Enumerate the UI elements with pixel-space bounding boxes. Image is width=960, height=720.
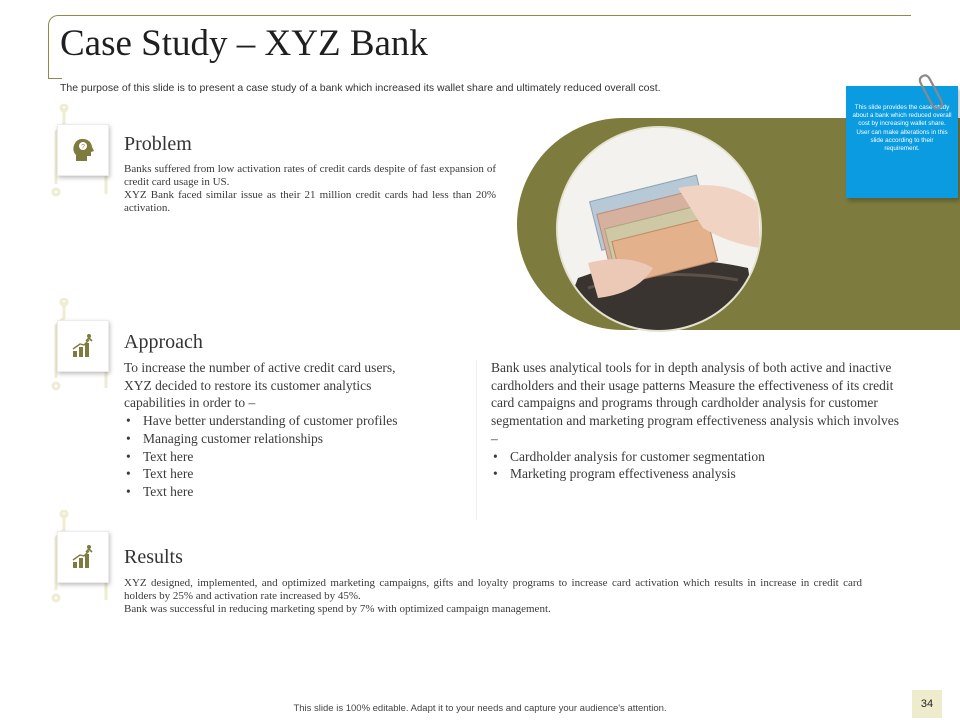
approach-heading: Approach [124, 331, 203, 353]
results-icon-box [57, 531, 109, 583]
growth-chart-icon [70, 333, 96, 359]
list-item: • Cardholder analysis for customer segmentation [491, 448, 906, 466]
results-line-1: XYZ designed, implemented, and optimized marketing campaigns, gifts and loyalty programs to increase card activation which results in increase in credit card holders by 25% and activation rate increased by 45%. [124, 577, 862, 602]
list-item: • Text here [124, 465, 424, 483]
growth-chart-icon [70, 544, 96, 570]
results-heading: Results [124, 546, 183, 568]
approach-left-list [124, 412, 424, 501]
approach-right-intro: Bank uses analytical tools for in depth analysis of both active and inactive cardholders and their usage patterns Measure the effectiveness of its credit card campaigns and programs through cardholder analysis for customer segmentation and marketing program effectiveness analysis which involves – [491, 360, 900, 446]
column-divider [476, 360, 477, 520]
problem-line-1: Banks suffered from low activation rates of credit cards despite of fast expansion of credit card usage in US. [124, 163, 496, 188]
problem-icon-box [57, 124, 109, 176]
results-text [124, 577, 862, 616]
slide-subtitle: The purpose of this slide is to present a case study of a bank which increased its wallet share and ultimately reduced overall cost. [60, 82, 661, 94]
approach-right-list [491, 448, 906, 483]
problem-heading: Problem [124, 133, 192, 155]
page-number: 34 [912, 690, 942, 718]
page-title: Case Study – XYZ Bank [60, 23, 428, 64]
problem-text [124, 163, 496, 215]
footer-note: This slide is 100% editable. Adapt it to your needs and capture your audience's attention. [293, 703, 667, 714]
list-item: • Have better understanding of customer profiles [124, 412, 424, 430]
paperclip-icon [918, 72, 944, 112]
money-wallet-photo [556, 126, 762, 332]
results-line-2: Bank was successful in reducing marketing spend by 7% with optimized campaign management. [124, 603, 551, 615]
problem-line-2: XYZ Bank faced similar issue as their 21 million credit cards had less than 20% activation. [124, 189, 496, 214]
sticky-note-text: This slide provides the case study about a bank which reduced overall cost by increasing wallet share. User can make alterations in this slide according to their requirement. [852, 104, 952, 153]
list-item: • Managing customer relationships [124, 430, 424, 448]
approach-right-column [491, 359, 906, 483]
head-question-icon [70, 137, 96, 163]
list-item: • Text here [124, 448, 424, 466]
approach-left-intro: To increase the number of active credit card users, XYZ decided to restore its customer analytics capabilities in order to – [124, 360, 396, 411]
approach-icon-box [57, 320, 109, 372]
approach-left-column [124, 359, 424, 501]
list-item: • Text here [124, 483, 424, 501]
svg-text:?: ? [81, 143, 85, 151]
list-item: • Marketing program effectiveness analysis [491, 465, 906, 483]
